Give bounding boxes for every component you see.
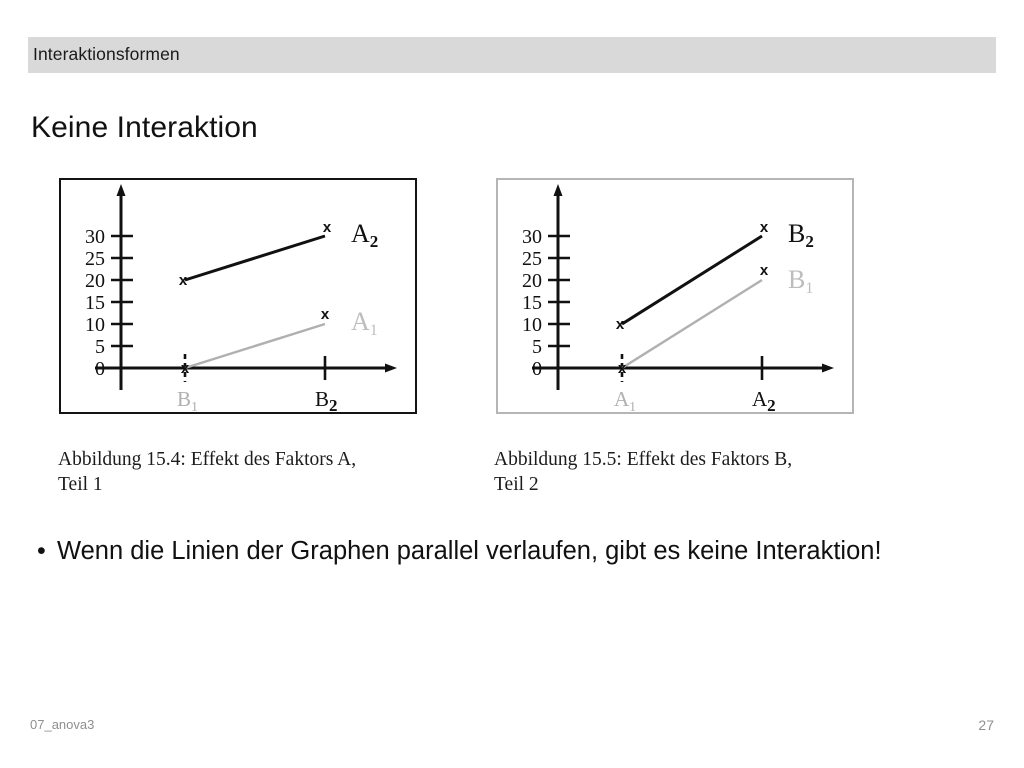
svg-text:A2: $A_2$ [752,387,776,414]
svg-text:x: x [320,306,330,323]
header-title: Interaktionsformen [33,44,180,64]
caption-line-1: Abbildung 15.4: Effekt des Faktors A, [58,449,357,470]
bullet-list-item [31,534,951,568]
svg-text:20: 20 [522,270,542,292]
svg-text:A2: A2 [351,219,379,251]
svg-text:30: 30 [85,226,105,248]
caption-line-2: Teil 1 [58,473,103,495]
svg-text:A1: A1 [351,307,378,339]
svg-text:A1: $A_1$ [614,387,637,414]
svg-text:0: 0 [95,358,105,380]
svg-text:x: x [617,360,627,377]
footer-page-number: 27 [978,717,994,733]
svg-text:10: 10 [522,314,542,336]
chart-15-4 [59,178,417,414]
series-A2 [179,219,378,289]
svg-text:15: 15 [522,292,542,314]
svg-text:x: x [759,262,769,279]
x-axis-arrow [822,364,834,373]
figure-15-5 [496,178,854,414]
svg-text:5: 5 [95,336,105,358]
y-tick-labels [522,226,542,380]
figure-caption-15-4 [58,448,450,497]
series-B1 [615,262,814,377]
y-axis-arrow [117,184,126,196]
y-tick-labels [85,226,105,380]
svg-text:B1: $B_1$ [177,387,199,414]
chart-15-5 [496,178,854,414]
svg-text:x: x [178,272,188,289]
svg-text:10: 10 [85,314,105,336]
x-axis-arrow [385,364,397,373]
series-B2 [616,219,814,333]
svg-text:15: 15 [85,292,105,314]
svg-text:0: 0 [532,358,542,380]
svg-text:x: x [180,360,190,377]
caption-line-1: Abbildung 15.5: Effekt des Faktors B, [494,449,793,470]
svg-text:x: x [759,219,769,236]
svg-text:5: 5 [532,336,542,358]
svg-text:x: x [615,316,625,333]
x-tick-labels [614,387,776,414]
figure-15-4 [59,178,417,414]
svg-text:B2: B2 [788,219,814,251]
bullet-text: Wenn die Linien der Graphen parallel verlaufen, gibt es keine Interaktion! [57,537,882,565]
series-A1 [181,306,378,377]
svg-text:20: 20 [85,270,105,292]
bullet-marker-icon: • [37,537,46,565]
page-title: Keine Interaktion [31,111,258,144]
figure-caption-15-5 [494,448,888,497]
svg-text:30: 30 [522,226,542,248]
caption-line-2: Teil 2 [494,473,539,495]
svg-text:25: 25 [85,248,105,270]
footer-file-label: 07_anova3 [30,717,95,732]
svg-text:25: 25 [522,248,542,270]
svg-text:x: x [322,219,332,236]
x-tick-labels [177,387,338,414]
svg-text:B2: $B_2$ [315,387,338,414]
y-axis-arrow [554,184,563,196]
svg-text:B1: B1 [788,265,814,297]
